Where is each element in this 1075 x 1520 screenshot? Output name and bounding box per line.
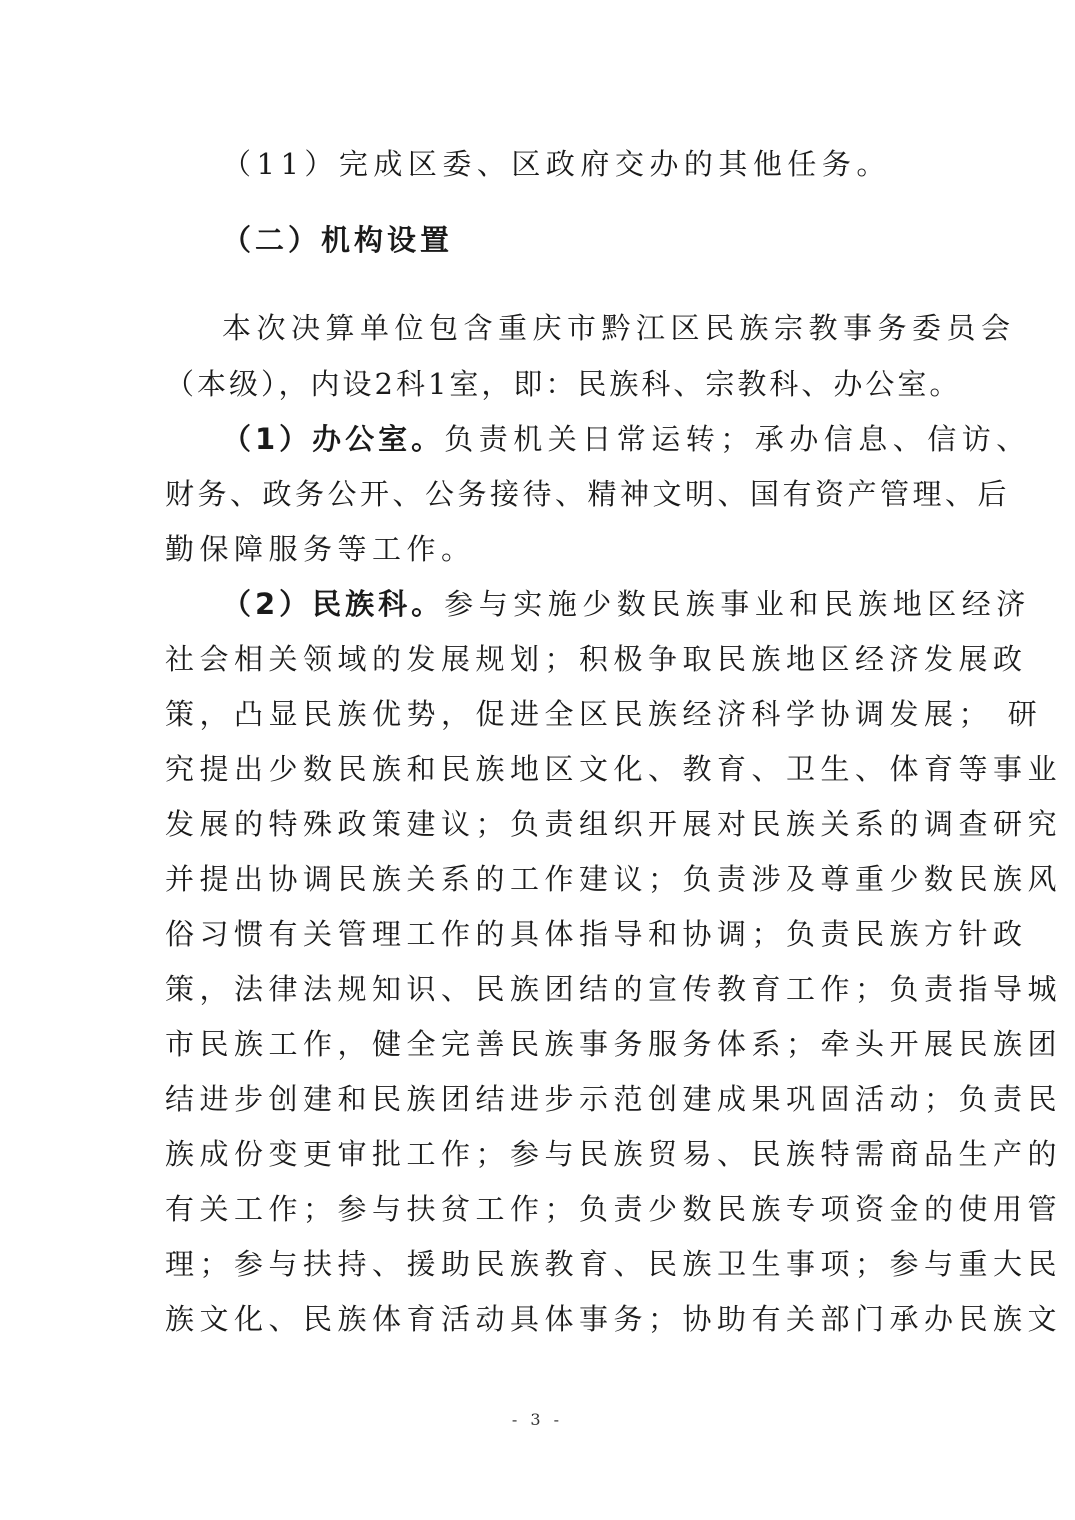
office-paragraph-line-1 [222,419,1031,459]
minzu-line-7: 俗习惯有关管理工作的具体指导和协调；负责民族方针政 [165,917,1028,951]
minzu-line-13: 理；参与扶持、援助民族教育、民族卫生事项；参与重大民 [165,1247,1063,1281]
para1-line-1: 本次决算单位包含重庆市黔江区民族宗教事务委员会 [222,311,1016,345]
minzu-line-2: 社会相关领域的发展规划；积极争取民族地区经济发展政 [165,642,1028,676]
minzu-line-11: 族成份变更审批工作；参与民族贸易、民族特需商品生产的 [165,1137,1063,1171]
office-lead: （1）办公室。 [222,422,445,456]
minzu-line-8: 策，法律法规知识、民族团结的宣传教育工作；负责指导城 [165,972,1063,1006]
office-line-3: 勤保障服务等工作。 [165,532,476,566]
office-line-1: 负责机关日常运转；承办信息、信访、 [444,422,1031,456]
minzu-line-5: 发展的特殊政策建议；负责组织开展对民族关系的调查研究 [165,807,1063,841]
item-11-text: （11）完成区委、区政府交办的其他任务。 [222,147,891,181]
minzu-line-3: 策，凸显民族优势，促进全区民族经济科学协调发展； 研 [165,697,1043,731]
minzu-line-1: 参与实施少数民族事业和民族地区经济 [444,587,1031,621]
minzu-paragraph-line-1 [222,584,1031,624]
para1-line-2: （本级），内设2科1室，即：民族科、宗教科、办公室。 [165,367,962,401]
minzu-line-14: 族文化、民族体育活动具体事务；协助有关部门承办民族文 [165,1302,1063,1336]
minzu-line-6: 并提出协调民族关系的工作建议；负责涉及尊重少数民族风 [165,862,1063,896]
minzu-line-4: 究提出少数民族和民族地区文化、教育、卫生、体育等事业 [165,752,1063,786]
minzu-line-10: 结进步创建和民族团结进步示范创建成果巩固活动；负责民 [165,1082,1063,1116]
office-line-2: 财务、政务公开、公务接待、精神文明、国有资产管理、后 [165,477,1011,511]
section-heading: （二）机构设置 [222,223,454,257]
minzu-line-9: 市民族工作，健全完善民族事务服务体系；牵头开展民族团 [165,1027,1063,1061]
page-number: - 3 - [511,1410,564,1429]
minzu-lead: （2）民族科。 [222,587,445,621]
minzu-line-12: 有关工作；参与扶贫工作；负责少数民族专项资金的使用管 [165,1192,1063,1226]
